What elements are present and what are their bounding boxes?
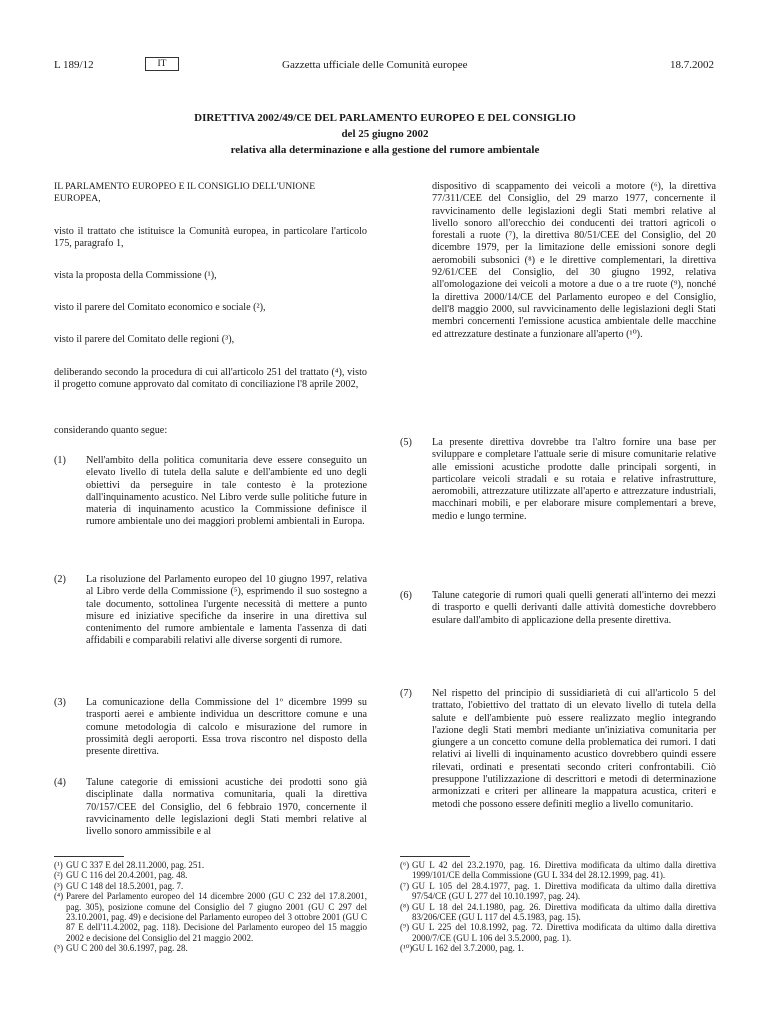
recital-number: (1)	[54, 455, 66, 466]
visto-ces: visto il parere del Comitato economico e sociale (²),	[54, 302, 266, 313]
visto-cdr: visto il parere del Comitato delle regioni (³),	[54, 334, 235, 345]
publication-date: 18.7.2002	[670, 59, 714, 71]
language-badge: IT	[145, 57, 179, 71]
visto-trattato: visto il trattato che istituisce la Comunità europea, in particolare l'articolo 175, paragrafo 1,	[54, 226, 367, 250]
recital-text: dispositivo di scappamento dei veicoli a motore (⁶), la direttiva 77/311/CEE del Consiglio, del 29 marzo 1977, concernente il ravvicinamento delle legislazioni degli Stati membri relative al livello sonoro all'orecchio dei conducenti dei trattori agricoli o forestali a ruote (⁷), la direttiva 80/51/CEE del Consiglio, del 20 dicembre 1979, per la limitazione delle emissioni sonore degli aeromobili subsonici (⁸) e le direttive complementari, la direttiva 92/61/CEE del Consiglio, del 30 giugno 1992, relativa all'omologazione dei veicoli a motore a due o a tre ruote (⁹), nonché la direttiva 2000/14/CE del Parlamento europeo e del Consiglio, dell'8 maggio 2000, sul ravvicinamento delle legislazioni degli Stati membri concernenti l'emissione acustica ambientale delle macchine ed attrezzature destinate a funzionare all'aperto (¹⁰).	[432, 181, 716, 340]
recital-number: (5)	[400, 437, 412, 448]
vista-proposta: vista la proposta della Commissione (¹),	[54, 270, 217, 281]
footnote: (⁶) GU L 42 del 23.2.1970, pag. 16. Direttiva modificata da ultimo dalla direttiva 1999/101/CE della Commissione (GU L 334 del 28.12.1999, pag. 41).	[400, 860, 716, 881]
recital-text: La presente direttiva dovrebbe tra l'altro fornire una base per sviluppare e completare l'attuale serie di misure comunitarie relative alle emissioni acustiche prodotte dalle principali sorgenti, in particolare veicoli stradali e su rotaia e relative infrastrutture, aeromobili, attrezzature utilizzate all'aperto e attrezzature industriali, macchinari mobili, e per elaborare misure complementari a breve, medio e lungo termine.	[432, 437, 716, 522]
recital-4-continued	[432, 181, 716, 341]
footnote: (¹⁰)GU L 162 del 3.7.2000, pag. 1.	[400, 943, 524, 954]
footnote: (⁵) GU C 200 del 30.6.1997, pag. 28.	[54, 943, 188, 954]
title-line-3: relativa alla determinazione e alla gestione del rumore ambientale	[230, 144, 540, 156]
footnotes-left	[54, 860, 367, 954]
footnote: (¹) GU C 337 E del 28.11.2000, pag. 251.	[54, 860, 205, 870]
title-line-1: DIRETTIVA 2002/49/CE DEL PARLAMENTO EUROPEO E DEL CONSIGLIO	[194, 112, 576, 124]
recital-text: La risoluzione del Parlamento europeo del 10 giugno 1997, relativa al Libro verde della Commissione (⁵), esprimendo il suo sostegno a tale documento, sottolinea l'urgente necessità di mettere a punto misure ed iniziative specifiche da inserire in una direttiva sul contenimento del rumore ambientale e lamenta l'assenza di dati affidabili e comparabili relativi alle diverse sorgenti di rumore.	[86, 574, 367, 647]
recital-text: La comunicazione della Commissione del 1º dicembre 1999 su trasporti aerei e ambiente individua un descrittore comune e una comune metodologia di calcolo e misurazione del rumore in prossimità degli aeroporti. Essa trova riscontro nel disposto della presente direttiva.	[86, 697, 367, 758]
footnote: (⁹) GU L 225 del 10.8.1992, pag. 72. Direttiva modificata da ultimo dalla direttiva 2000/7/CE (GU L 106 del 3.5.2000, pag. 1).	[400, 922, 716, 943]
page-reference: L 189/12	[54, 59, 94, 71]
title-line-2: del 25 giugno 2002	[341, 128, 429, 140]
deliberando: deliberando secondo la procedura di cui all'articolo 251 del trattato (⁴), visto il progetto comune approvato dal comitato di conciliazione l'8 aprile 2002,	[54, 367, 367, 391]
recital-2	[54, 574, 367, 648]
intro-text: IL PARLAMENTO EUROPEO E IL CONSIGLIO DELL'UNIONE EUROPEA,	[54, 181, 316, 205]
recital-7	[432, 688, 716, 811]
document-title	[60, 110, 710, 158]
footnote-rule-left	[54, 856, 124, 857]
recital-1	[54, 455, 367, 529]
recital-text: Nell'ambito della politica comunitaria deve essere conseguito un elevato livello di tutela della salute e dell'ambiente ed uno degli obiettivi da perseguire in tale contesto è la protezione dall'inquinamento acustico. Nel Libro verde sulle politiche future in materia di inquinamento acustico la Commissione definisce il rumore ambientale uno dei maggiori problemi ambientali in Europa.	[86, 455, 367, 528]
recital-text: Nel rispetto del principio di sussidiarietà di cui all'articolo 5 del trattato, l'obiettivo del trattato di un elevato livello di tutela della salute e dell'ambiente può essere realizzato meglio integrando l'azione degli Stati membri mediante un'iniziativa comunitaria per giungere a un concetto comune della problematica dei rumori. I dati relativi ai livelli di inquinamento acustico dovrebbero quindi essere rilevati, ordinati e presentati secondo criteri confrontabili. Ciò presuppone l'utilizzazione di descrittori e metodi di determinazione armonizzati e criteri per allineare la mappatura acustica, criteri e metodi che possono essere definiti meglio a livello comunitario.	[432, 688, 716, 810]
footnote: (²) GU C 116 del 20.4.2001, pag. 48.	[54, 870, 188, 881]
recital-number: (7)	[400, 688, 412, 699]
footnote: (⁴) Parere del Parlamento europeo del 14 dicembre 2000 (GU C 232 del 17.8.2001, pag. 305), posizione comune del Consiglio del 7 giugno 2001 (GU C 297 del 23.10.2001, pag. 49) e decisione del Parlamento europeo del 3 ottobre 2001 (GU C 87 E dell'11.4.2002, pag. 118). Decisione del Parlamento europeo del 15 maggio 2002 e decisione del Consiglio del 21 maggio 2002.	[54, 891, 367, 943]
footnote-rule-right	[400, 856, 470, 857]
recital-number: (6)	[400, 590, 412, 601]
recital-text: Talune categorie di rumori quali quelli generati all'interno dei mezzi di trasporto e quelli derivanti dalle attività domestiche dovrebbero esulare dall'ambito di applicazione della presente direttiva.	[432, 590, 716, 626]
recital-6	[432, 590, 716, 627]
recital-text: Talune categorie di emissioni acustiche dei prodotti sono già disciplinate dalla normativa comunitaria, quali la direttiva 70/157/CEE del Consiglio, del 6 febbraio 1970, concernente il ravvicinamento delle legislazioni degli Stati membri relative al livello sonoro ammissibile e al	[86, 777, 367, 838]
journal-title: Gazzetta ufficiale delle Comunità europee	[282, 59, 468, 71]
recital-5	[432, 437, 716, 523]
footnotes-right	[400, 860, 716, 954]
footnote: (³) GU C 148 del 18.5.2001, pag. 7.	[54, 880, 184, 891]
recital-4	[54, 777, 367, 838]
recital-number: (3)	[54, 697, 66, 708]
recital-number: (4)	[54, 777, 66, 788]
recital-3	[54, 697, 367, 758]
recital-number: (2)	[54, 574, 66, 585]
considerando: considerando quanto segue:	[54, 425, 168, 436]
footnote: (⁸) GU L 18 del 24.1.1980, pag. 26. Direttiva modificata da ultimo dalla direttiva 83/206/CEE (GU L 117 del 4.5.1983, pag. 15).	[400, 901, 716, 923]
preamble-intro	[54, 181, 367, 206]
footnote: (⁷) GU L 105 del 28.4.1977, pag. 1. Direttiva modificata da ultimo dalla direttiva 97/54/CE (GU L 277 del 10.10.1997, pag. 24).	[400, 880, 716, 902]
